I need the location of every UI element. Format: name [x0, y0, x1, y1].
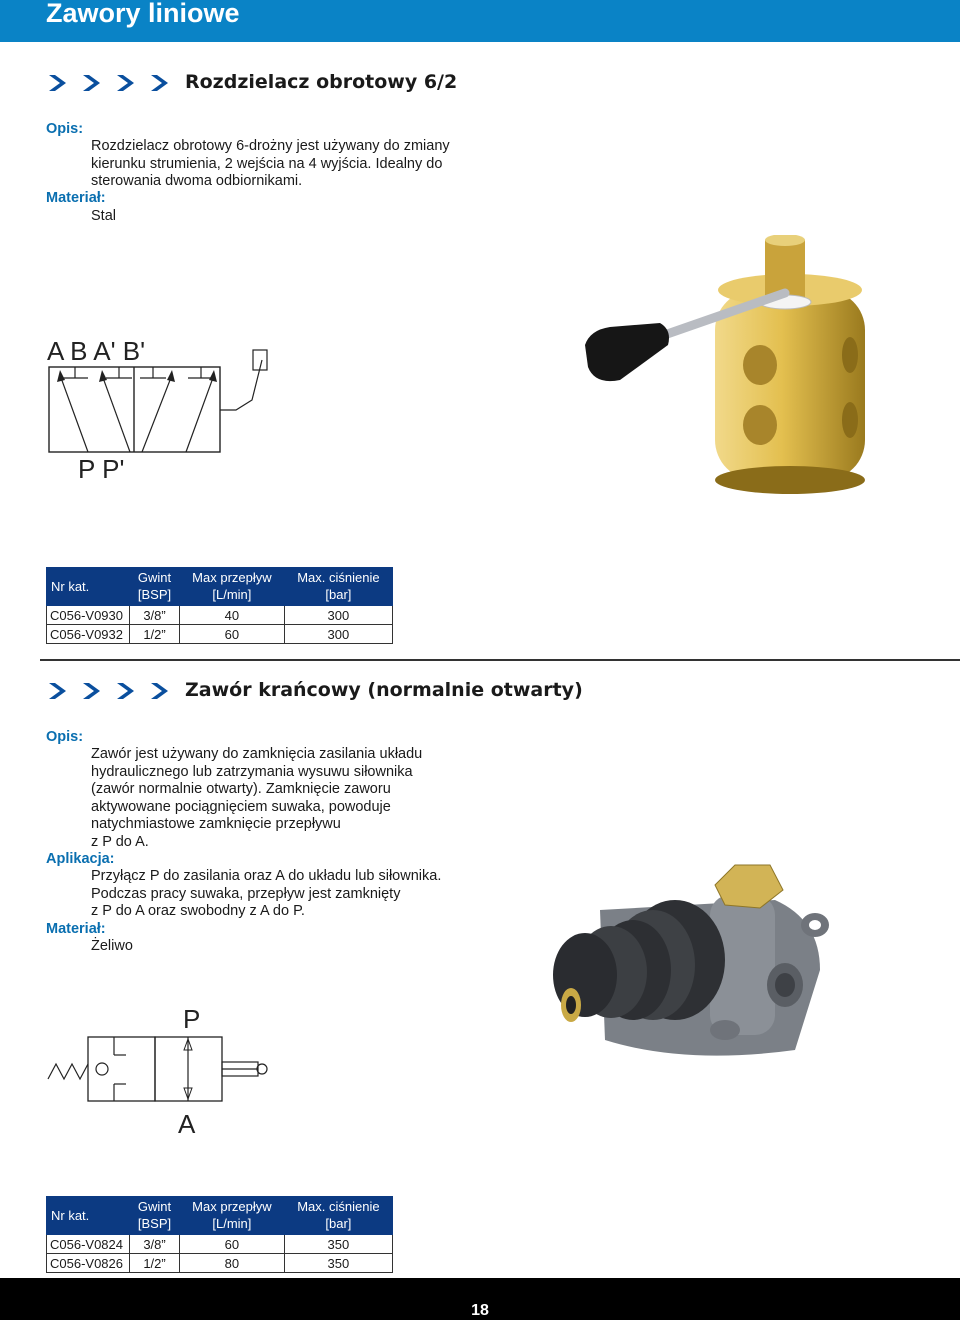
table-header-row — [47, 568, 393, 587]
symbol-bottom-labels: P P' — [78, 454, 125, 484]
rotary-valve-image — [580, 235, 870, 495]
chevron-right-icon — [46, 73, 68, 93]
text-line: sterowania dwoma odbiornikami. — [91, 173, 303, 189]
col-header-gwint-unit: [BSP] — [130, 1216, 180, 1235]
col-header-cisnienie: Max. ciśnienie — [284, 568, 392, 587]
section-divider — [40, 659, 960, 661]
cell-nr: C056-V0826 — [47, 1254, 130, 1273]
text-line: Rozdzielacz obrotowy 6-drożny jest używany do zmiany — [91, 138, 450, 154]
cell-przeplyw: 80 — [180, 1254, 285, 1273]
page-number: 18 — [471, 1302, 489, 1319]
symbol-label-p: P — [183, 1004, 201, 1034]
page-header — [0, 0, 960, 42]
cell-gwint: 3/8” — [130, 606, 180, 625]
text-line: kierunku strumienia, 2 wejścia na 4 wyjścia. Idealny do — [91, 155, 443, 172]
table-row — [47, 1254, 393, 1273]
section2-spec-table — [46, 1196, 393, 1273]
rotary-valve-symbol — [40, 330, 280, 490]
cell-gwint: 3/8” — [130, 1235, 180, 1254]
col-header-przeplyw-unit: [L/min] — [180, 587, 285, 606]
text-line: Podczas pracy suwaka, przepływ jest zamknięty — [91, 885, 401, 902]
col-header-cisnienie: Max. ciśnienie — [284, 1197, 392, 1216]
chevron-right-icon — [80, 681, 102, 701]
cell-przeplyw: 60 — [180, 1235, 285, 1254]
section2-chevrons — [46, 681, 170, 701]
limit-valve-image — [545, 860, 845, 1070]
col-header-gwint-unit: [BSP] — [130, 587, 180, 606]
cell-cisnienie: 300 — [284, 625, 392, 644]
cell-nr: C056-V0932 — [47, 625, 130, 644]
section2-aplikacja-text — [91, 868, 441, 921]
table-header-row — [47, 1197, 393, 1216]
text-line: aktywowane pociągnięciem suwaka, powoduje — [91, 798, 391, 815]
cell-przeplyw: 40 — [180, 606, 285, 625]
chevron-right-icon — [80, 73, 102, 93]
chevron-right-icon — [114, 681, 136, 701]
chevron-right-icon — [148, 681, 170, 701]
section2-opis-label: Opis: — [46, 729, 84, 745]
table-row — [47, 1235, 393, 1254]
symbol-label-a: A — [178, 1109, 196, 1139]
text-line: Przyłącz P do zasilania oraz A do układu lub siłownika. — [91, 868, 442, 884]
cell-przeplyw: 60 — [180, 625, 285, 644]
section1-opis-text — [91, 138, 450, 191]
section2-title: Zawór krańcowy (normalnie otwarty) — [185, 679, 583, 701]
chevron-right-icon — [46, 681, 68, 701]
cell-gwint: 1/2” — [130, 1254, 180, 1273]
section1-material-label: Materiał: — [46, 190, 106, 206]
text-line: hydraulicznego lub zatrzymania wysuwu siłownika — [91, 763, 413, 780]
section1-opis-label: Opis: — [46, 121, 84, 137]
col-header-przeplyw: Max przepływ — [180, 1197, 285, 1216]
text-line: (zawór normalnie otwarty). Zamknięcie zaworu — [91, 781, 391, 797]
cell-nr: C056-V0824 — [47, 1235, 130, 1254]
table-row — [47, 625, 393, 644]
section2-aplikacja-label: Aplikacja: — [46, 851, 115, 867]
col-header-przeplyw: Max przepływ — [180, 568, 285, 587]
symbol-top-labels: A B A' B' — [47, 336, 146, 366]
cell-cisnienie: 300 — [284, 606, 392, 625]
section2-material-label: Materiał: — [46, 921, 106, 937]
text-line: natychmiastowe zamknięcie przepływu — [91, 816, 341, 832]
col-header-gwint: Gwint — [130, 568, 180, 587]
cell-cisnienie: 350 — [284, 1254, 392, 1273]
section1-chevrons — [46, 73, 170, 93]
col-header-nr: Nr kat. — [47, 568, 130, 606]
col-header-przeplyw-unit: [L/min] — [180, 1216, 285, 1235]
section1-material-value: Stal — [91, 208, 116, 224]
chevron-right-icon — [114, 73, 136, 93]
text-line: z P do A oraz swobodny z A do P. — [91, 903, 305, 919]
section2-opis-text — [91, 746, 422, 851]
text-line: z P do A. — [91, 833, 149, 850]
col-header-nr: Nr kat. — [47, 1197, 130, 1235]
col-header-cisnienie-unit: [bar] — [284, 1216, 392, 1235]
cell-cisnienie: 350 — [284, 1235, 392, 1254]
page-title: Zawory liniowe — [46, 0, 240, 28]
col-header-cisnienie-unit: [bar] — [284, 587, 392, 606]
chevron-right-icon — [148, 73, 170, 93]
limit-valve-symbol — [40, 1000, 280, 1140]
section2-material-value: Żeliwo — [91, 938, 133, 954]
text-line: Zawór jest używany do zamknięcia zasilania układu — [91, 746, 423, 762]
section1-title: Rozdzielacz obrotowy 6/2 — [185, 71, 458, 93]
cell-nr: C056-V0930 — [47, 606, 130, 625]
col-header-gwint: Gwint — [130, 1197, 180, 1216]
cell-gwint: 1/2” — [130, 625, 180, 644]
section1-spec-table — [46, 567, 393, 644]
table-row — [47, 606, 393, 625]
